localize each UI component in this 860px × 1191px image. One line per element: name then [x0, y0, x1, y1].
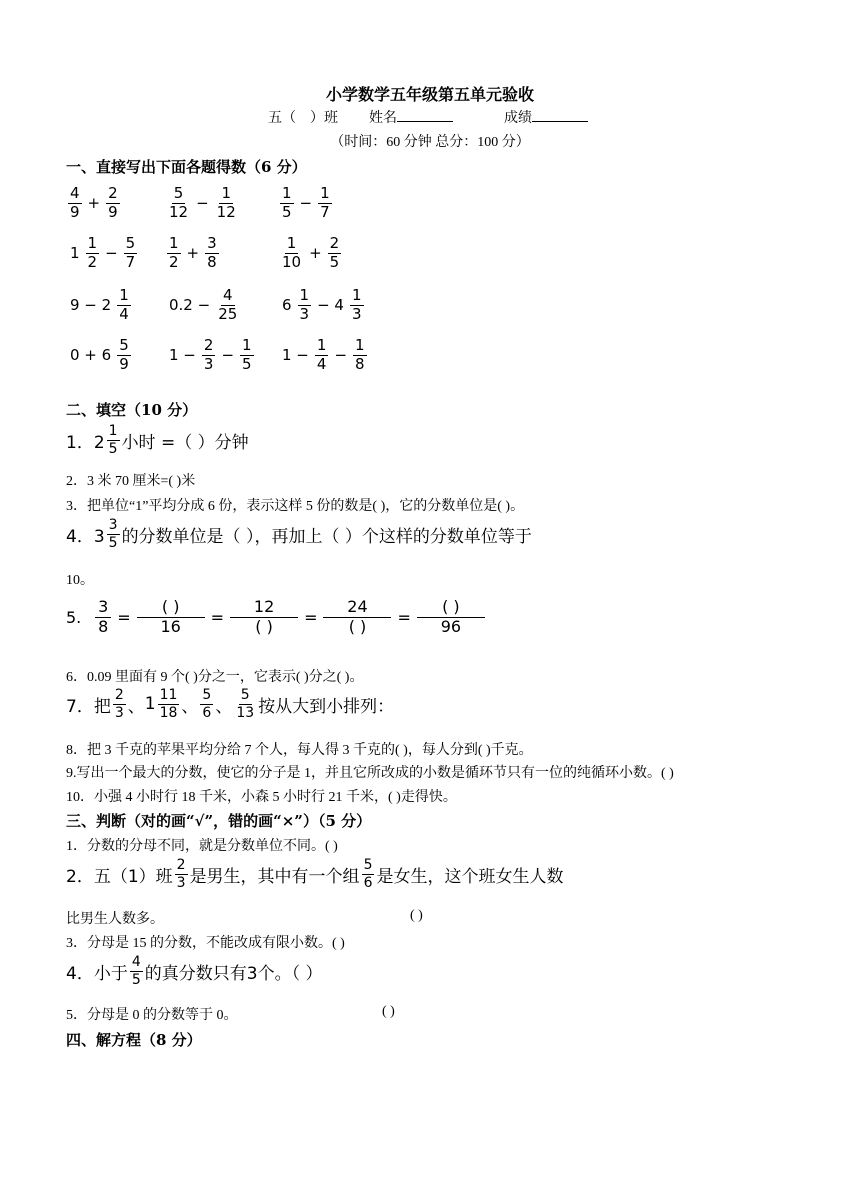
- calc-fraction-numerator: 3: [207, 234, 217, 252]
- fill-q1-suffix: 小时 =（ ）分钟: [121, 432, 249, 453]
- fill-q7: [66, 688, 394, 720]
- calc-term: 1: [70, 244, 80, 263]
- calc-term: −: [196, 194, 209, 213]
- fill-q7-fraction-3-numerator: 5: [202, 687, 212, 703]
- judge-q4-suffix: 的真分数只有3个。（ ）: [144, 963, 323, 984]
- fill-q5: [66, 599, 487, 636]
- section-2-heading: 二、填空（10 分）: [66, 401, 198, 419]
- calc-fraction-denominator: 7: [125, 252, 136, 271]
- class-suffix: ）班: [310, 111, 338, 126]
- calc-term: +: [186, 244, 200, 263]
- calc-fraction: [117, 288, 131, 323]
- fill-q10: 10．小强 4 小时行 18 千米，小森 5 小时行 21 千米，( )走得快。: [66, 790, 457, 805]
- calc-fraction-numerator: 4: [222, 286, 233, 304]
- calc-fraction-numerator: 1: [299, 286, 310, 304]
- calc-fraction-numerator: 1: [169, 234, 179, 252]
- fill-q7-fraction-4-denominator: 13: [236, 704, 255, 721]
- calc-fraction-numerator: 4: [70, 184, 80, 202]
- calc-problem-2-1: [66, 236, 139, 271]
- calc-fraction: [280, 186, 294, 221]
- section-1-heading: 一、直接写出下面各题得数（6 分）: [66, 158, 307, 176]
- calc-fraction: [328, 236, 342, 271]
- calc-fraction-denominator: 9: [108, 202, 118, 221]
- calc-fraction: [215, 186, 238, 221]
- fill-q7-separator: 、: [181, 696, 199, 717]
- calc-fraction-denominator: 3: [203, 354, 214, 373]
- fill-q5-fraction-5-denominator: 96: [440, 616, 462, 636]
- fill-q7-fraction-3: [200, 688, 213, 720]
- fill-q7-fraction-1-denominator: 3: [114, 704, 124, 721]
- calc-fraction-numerator: 1: [320, 184, 330, 202]
- score-label: 成绩: [504, 111, 532, 126]
- calc-fraction-numerator: 1: [242, 336, 252, 354]
- student-info-line: [268, 107, 588, 127]
- fill-q8: 8．把 3 千克的苹果平均分给 7 个人，每人得 3 千克的( )，每人分到( )千克。: [66, 743, 533, 758]
- fill-q5-fraction-1: [95, 599, 111, 636]
- fill-q4: [66, 518, 532, 550]
- calc-fraction: [298, 288, 312, 323]
- calc-fraction-numerator: 1: [282, 184, 292, 202]
- calc-fraction-numerator: 1: [355, 336, 365, 354]
- judge-q1: 1．分数的分母不同，就是分数单位不同。( ): [66, 839, 338, 854]
- page-title: 小学数学五年级第五单元验收: [325, 85, 534, 104]
- fill-q5-fraction-2-denominator: 16: [160, 616, 181, 636]
- calc-problem-1-3: [278, 186, 334, 221]
- judge-q2-fraction-2: $\frac{5}{6}$: [363, 857, 373, 891]
- fill-q3: 3．把单位“1”平均分成 6 份，表示这样 5 份的数是( )，它的分数单位是( )。: [66, 499, 525, 514]
- calc-term: − 4: [317, 296, 344, 315]
- judge-q2-fraction-1: $\frac{2}{3}$: [176, 857, 186, 891]
- class-prefix: 五（: [268, 111, 296, 126]
- calc-problem-4-2: [165, 338, 256, 373]
- calc-fraction: [315, 338, 329, 373]
- judge-q5-answer-paren: ( ): [382, 1004, 395, 1019]
- calc-problem-4-3: [278, 338, 369, 373]
- calc-problem-3-1: [66, 288, 133, 323]
- fill-q7-fraction-4-numerator: 5: [240, 687, 250, 703]
- fill-q7-fraction-2-numerator: 11: [159, 687, 178, 703]
- fill-q2: 2．3 米 70 厘米=( )米: [66, 474, 196, 489]
- judge-q2-part-b: 是男生，其中有一个组: [189, 866, 360, 887]
- calc-fraction: [216, 288, 239, 323]
- calc-term: 0 + 6: [70, 346, 112, 365]
- calc-fraction-denominator: 12: [169, 202, 189, 221]
- fill-q5-fraction-2-numerator: ( ): [137, 599, 205, 618]
- calc-fraction-numerator: 5: [125, 234, 136, 252]
- fill-q5-equals: =: [397, 607, 411, 627]
- calc-fraction-numerator: 2: [329, 234, 340, 252]
- fill-q9: 9.写出一个最大的分数，使它的分子是 1，并且它所改成的小数是循环节只有一位的纯循环小数。( ): [66, 766, 674, 781]
- calc-fraction-denominator: 10: [282, 252, 302, 271]
- fill-q5-fraction-5: [417, 599, 485, 636]
- fill-q7-whole: 1: [144, 694, 156, 715]
- fill-q4-fraction: $\frac{3}{5}$: [108, 517, 118, 551]
- judge-q3: 3．分母是 15 的分数，不能改成有限小数。( ): [66, 936, 345, 951]
- calc-fraction-numerator: 5: [119, 336, 129, 354]
- judge-q2: [66, 858, 563, 890]
- calc-fraction-numerator: 1: [87, 234, 98, 252]
- fill-q5-fraction-4-numerator: 24: [323, 599, 391, 618]
- fill-q5-equals: =: [210, 607, 225, 627]
- fill-q5-fraction-2: [137, 599, 205, 636]
- fill-q7-fraction-2: [158, 688, 180, 720]
- calc-term: 1 −: [282, 346, 309, 365]
- calc-term: 6: [282, 296, 292, 315]
- calc-fraction-denominator: 12: [216, 202, 236, 221]
- calc-problem-4-1: [66, 338, 133, 373]
- fill-q5-fraction-3-numerator: 12: [230, 599, 298, 618]
- calc-fraction-denominator: 3: [351, 304, 362, 323]
- fill-q7-fraction-2-denominator: 18: [159, 704, 178, 721]
- calc-fraction-numerator: 1: [351, 286, 362, 304]
- fill-q5-fraction-4-denominator: ( ): [348, 616, 367, 636]
- judge-q4: [66, 955, 322, 987]
- fill-q1-fraction: $\frac{1}{5}$: [108, 423, 118, 457]
- fill-q4-continued: 10。: [66, 573, 94, 588]
- calc-fraction-denominator: 5: [242, 354, 252, 373]
- calc-fraction-denominator: 8: [207, 252, 217, 271]
- calc-fraction-denominator: 5: [282, 202, 292, 221]
- fill-q5-equals: =: [304, 607, 318, 627]
- calc-term: −: [299, 194, 313, 213]
- calc-fraction-denominator: 8: [355, 354, 365, 373]
- fill-q5-fraction-1-denominator: 8: [98, 616, 109, 636]
- score-field[interactable]: [532, 121, 588, 122]
- calc-fraction-denominator: 9: [70, 202, 80, 221]
- judge-q4-fraction: $\frac{4}{5}$: [131, 954, 141, 988]
- section-4-heading: 四、解方程（8 分）: [66, 1031, 202, 1049]
- calc-fraction: [350, 288, 364, 323]
- judge-q4-prefix: 4．小于: [66, 963, 128, 984]
- fill-q7-fraction-1-numerator: 2: [114, 687, 124, 703]
- fill-q1: [66, 424, 249, 456]
- calc-fraction: [353, 338, 367, 373]
- calc-term: −: [105, 244, 118, 263]
- fill-q5-fraction-3: [230, 599, 298, 636]
- calc-term: 1 −: [169, 346, 196, 365]
- fill-q5-fraction-1-numerator: 3: [95, 599, 111, 618]
- section-3-heading: 三、判断（对的画“√”，错的画“×”）（5 分）: [66, 812, 372, 830]
- fill-q6: 6．0.09 里面有 9 个( )分之一，它表示( )分之( )。: [66, 670, 364, 685]
- calc-fraction-numerator: 5: [173, 184, 184, 202]
- fill-q4-suffix: 的分数单位是（ ），再加上（ ）个这样的分数单位等于: [121, 526, 532, 547]
- calc-fraction-denominator: 25: [218, 304, 238, 323]
- calc-fraction: [280, 236, 303, 271]
- fill-q7-separator: 、: [215, 696, 233, 717]
- judge-q5: 5．分母是 0 的分数等于 0。: [66, 1008, 238, 1023]
- calc-fraction-denominator: 3: [299, 304, 310, 323]
- fill-q4-prefix: 4．3: [66, 526, 105, 547]
- calc-fraction: [167, 186, 190, 221]
- fill-q7-suffix: 按从大到小排列：: [258, 696, 395, 717]
- calc-problem-3-2: [165, 288, 241, 323]
- name-field[interactable]: [397, 121, 453, 122]
- calc-term: +: [309, 244, 322, 263]
- calc-fraction-denominator: 2: [87, 252, 98, 271]
- calc-fraction-denominator: 9: [119, 354, 129, 373]
- judge-q2-part-a: 2．五（1）班: [66, 866, 173, 887]
- name-label: 姓名: [369, 111, 397, 126]
- calc-fraction-denominator: 7: [320, 202, 330, 221]
- judge-q2-answer-paren: ( ): [410, 908, 423, 923]
- fill-q5-fraction-4: [323, 599, 391, 636]
- time-info: （时间：60 分钟 总分：100 分）: [330, 135, 530, 150]
- fill-q1-prefix: 1．2: [66, 432, 105, 453]
- fill-q5-prefix: 5.: [66, 607, 82, 627]
- calc-fraction: [68, 186, 82, 221]
- calc-fraction: [167, 236, 181, 271]
- calc-term: 0.2 −: [169, 296, 211, 315]
- calc-problem-1-2: [165, 186, 240, 221]
- calc-term: +: [87, 194, 101, 213]
- calc-fraction-denominator: 4: [119, 304, 129, 323]
- calc-fraction-numerator: 1: [286, 234, 297, 252]
- calc-fraction: [124, 236, 138, 271]
- calc-problem-2-3: [278, 236, 343, 271]
- fill-q7-separator: 、: [127, 696, 145, 717]
- calc-fraction-numerator: 2: [203, 336, 214, 354]
- calc-fraction: [205, 236, 219, 271]
- fill-q7-fraction-4: [234, 688, 256, 720]
- calc-term: 9 − 2: [70, 296, 112, 315]
- calc-fraction: [106, 186, 120, 221]
- calc-fraction: [86, 236, 100, 271]
- calc-term: −: [334, 346, 348, 365]
- calc-problem-1-1: [66, 186, 122, 221]
- calc-problem-3-3: [278, 288, 366, 323]
- calc-problem-2-2: [165, 236, 221, 271]
- fill-q5-equals: =: [117, 607, 131, 627]
- calc-fraction-denominator: 5: [329, 252, 340, 271]
- fill-q5-fraction-3-denominator: ( ): [255, 616, 273, 636]
- fill-q7-fraction-3-denominator: 6: [202, 704, 212, 721]
- fill-q7-prefix: 7．把: [66, 696, 111, 717]
- calc-fraction-numerator: 2: [108, 184, 118, 202]
- calc-fraction: [240, 338, 254, 373]
- fill-q7-fraction-1: [113, 688, 126, 720]
- calc-term: −: [221, 346, 235, 365]
- judge-q2-part-c: 是女生，这个班女生人数: [376, 866, 564, 887]
- calc-fraction: [117, 338, 131, 373]
- calc-fraction-denominator: 2: [169, 252, 179, 271]
- calc-fraction: [202, 338, 216, 373]
- calc-fraction-numerator: 1: [221, 184, 231, 202]
- calc-fraction-numerator: 1: [316, 336, 327, 354]
- calc-fraction-denominator: 4: [316, 354, 327, 373]
- calc-fraction-numerator: 1: [119, 286, 129, 304]
- judge-q2-continued: 比男生人数多。: [66, 912, 164, 927]
- calc-fraction: [318, 186, 332, 221]
- fill-q5-fraction-5-numerator: ( ): [417, 599, 485, 618]
